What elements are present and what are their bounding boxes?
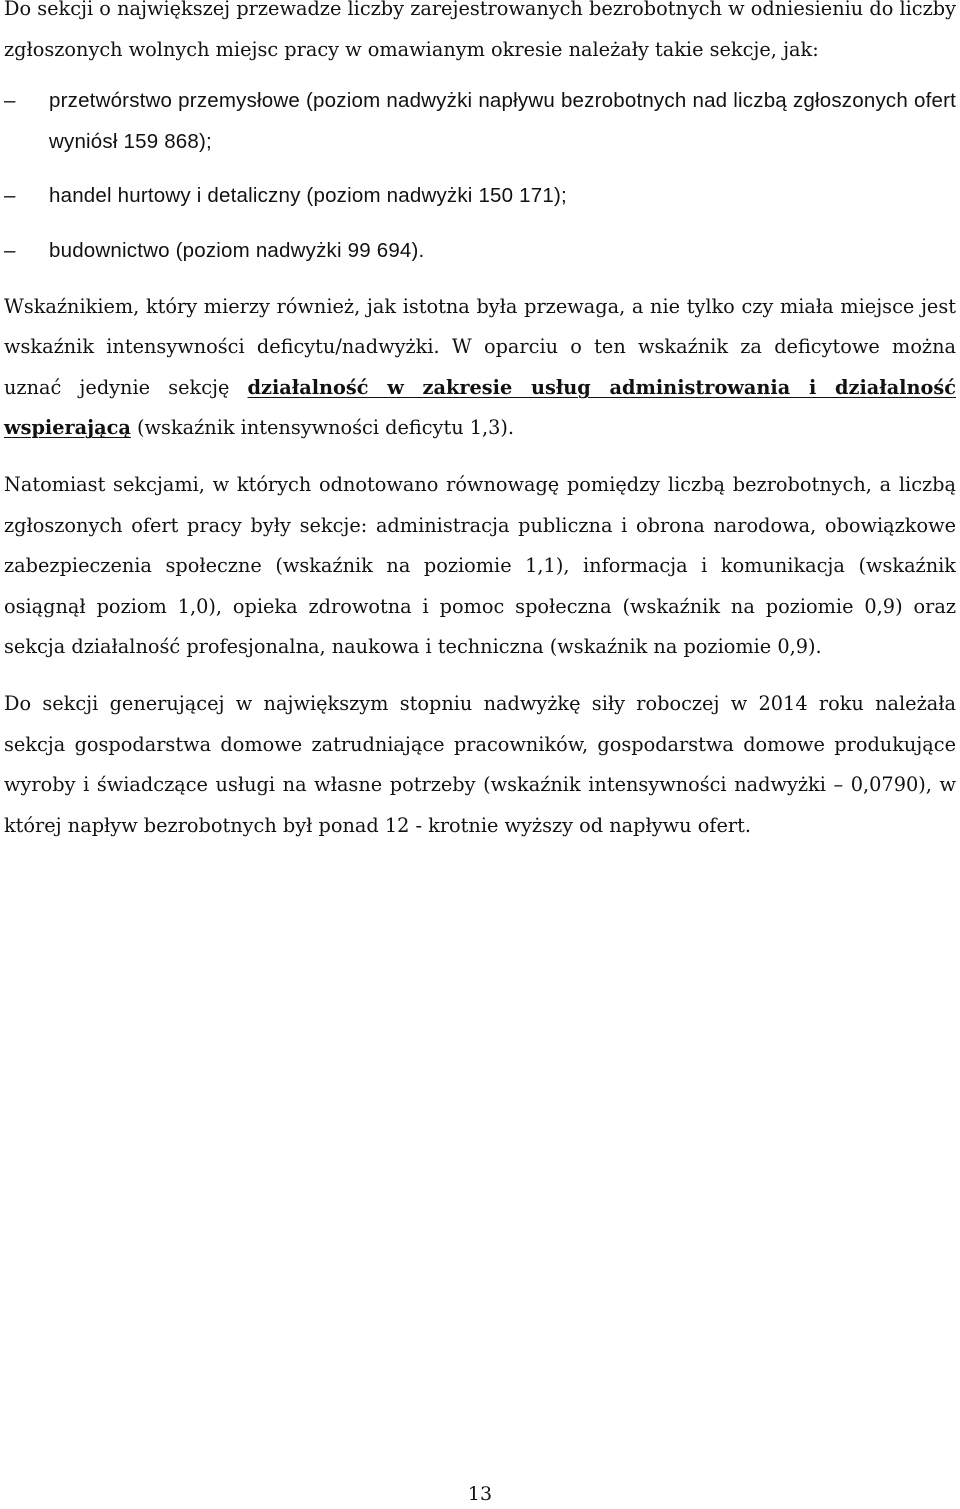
list-item (4, 176, 956, 217)
page-number: 13 (467, 1483, 493, 1505)
indicator-paragraph (4, 287, 956, 449)
dash-bullet-icon: – (4, 184, 16, 208)
list-item (4, 231, 956, 272)
paragraph-text: Wskaźnikiem, który mierzy również, jak istotna była przewaga, a nie tylko czy miała miejsce jest wskaźnik intensywności deficytu/nadwyżki. W oparciu o ten wskaźnik za deficytowe można uznać jedynie sekcję (4, 294, 956, 399)
balance-paragraph: Natomiast sekcjami, w których odnotowano równowagę pomiędzy liczbą bezrobotnych, a liczbą zgłoszonych ofert pracy były sekcje: administracja publiczna i obrona narodowa, obowiązkowe zabezpieczenia społeczne (wskaźnik na poziomie 1,1), informacja i komunikacja (wskaźnik osiągnął poziom 1,0), opieka zdrowotna i pomoc społeczna (wskaźnik na poziomie 0,9) oraz sekcja działalność profesjonalna, naukowa i techniczna (wskaźnik na poziomie 0,9). (4, 472, 956, 659)
surplus-paragraph: Do sekcji generującej w największym stopniu nadwyżkę siły roboczej w 2014 roku należała sekcja gospodarstwa domowe zatrudniające pracowników, gospodarstwa domowe produkujące wyroby i świadczące usługi na własne potrzeby (wskaźnik intensywności nadwyżki – 0,0790), w której napływ bezrobotnych był ponad 12 - krotnie wyższy od napływu ofert. (4, 691, 956, 837)
list-item-text: przetwórstwo przemysłowe (poziom nadwyżki napływu bezrobotnych nad liczbą zgłoszonych ofert wyniósł 159 868); (49, 89, 956, 153)
list-item (4, 81, 956, 162)
list-item-text: budownictwo (poziom nadwyżki 99 694). (49, 238, 425, 262)
bullet-list (4, 81, 956, 271)
intro-paragraph: Do sekcji o największej przewadze liczby zarejestrowanych bezrobotnych w odniesieniu do liczby zgłoszonych wolnych miejsc pracy w omawianym okresie należały takie sekcje, jak: (4, 0, 956, 61)
list-item-text: handel hurtowy i detaliczny (poziom nadwyżki 150 171); (49, 184, 567, 208)
dash-bullet-icon: – (4, 89, 16, 113)
highlighted-section-name: działalność w zakresie usług administrowania i działalność wspierającą (4, 375, 956, 440)
paragraph-text: (wskaźnik intensywności deficytu 1,3). (130, 416, 515, 440)
dash-bullet-icon: – (4, 238, 16, 262)
document-page (4, 0, 956, 846)
